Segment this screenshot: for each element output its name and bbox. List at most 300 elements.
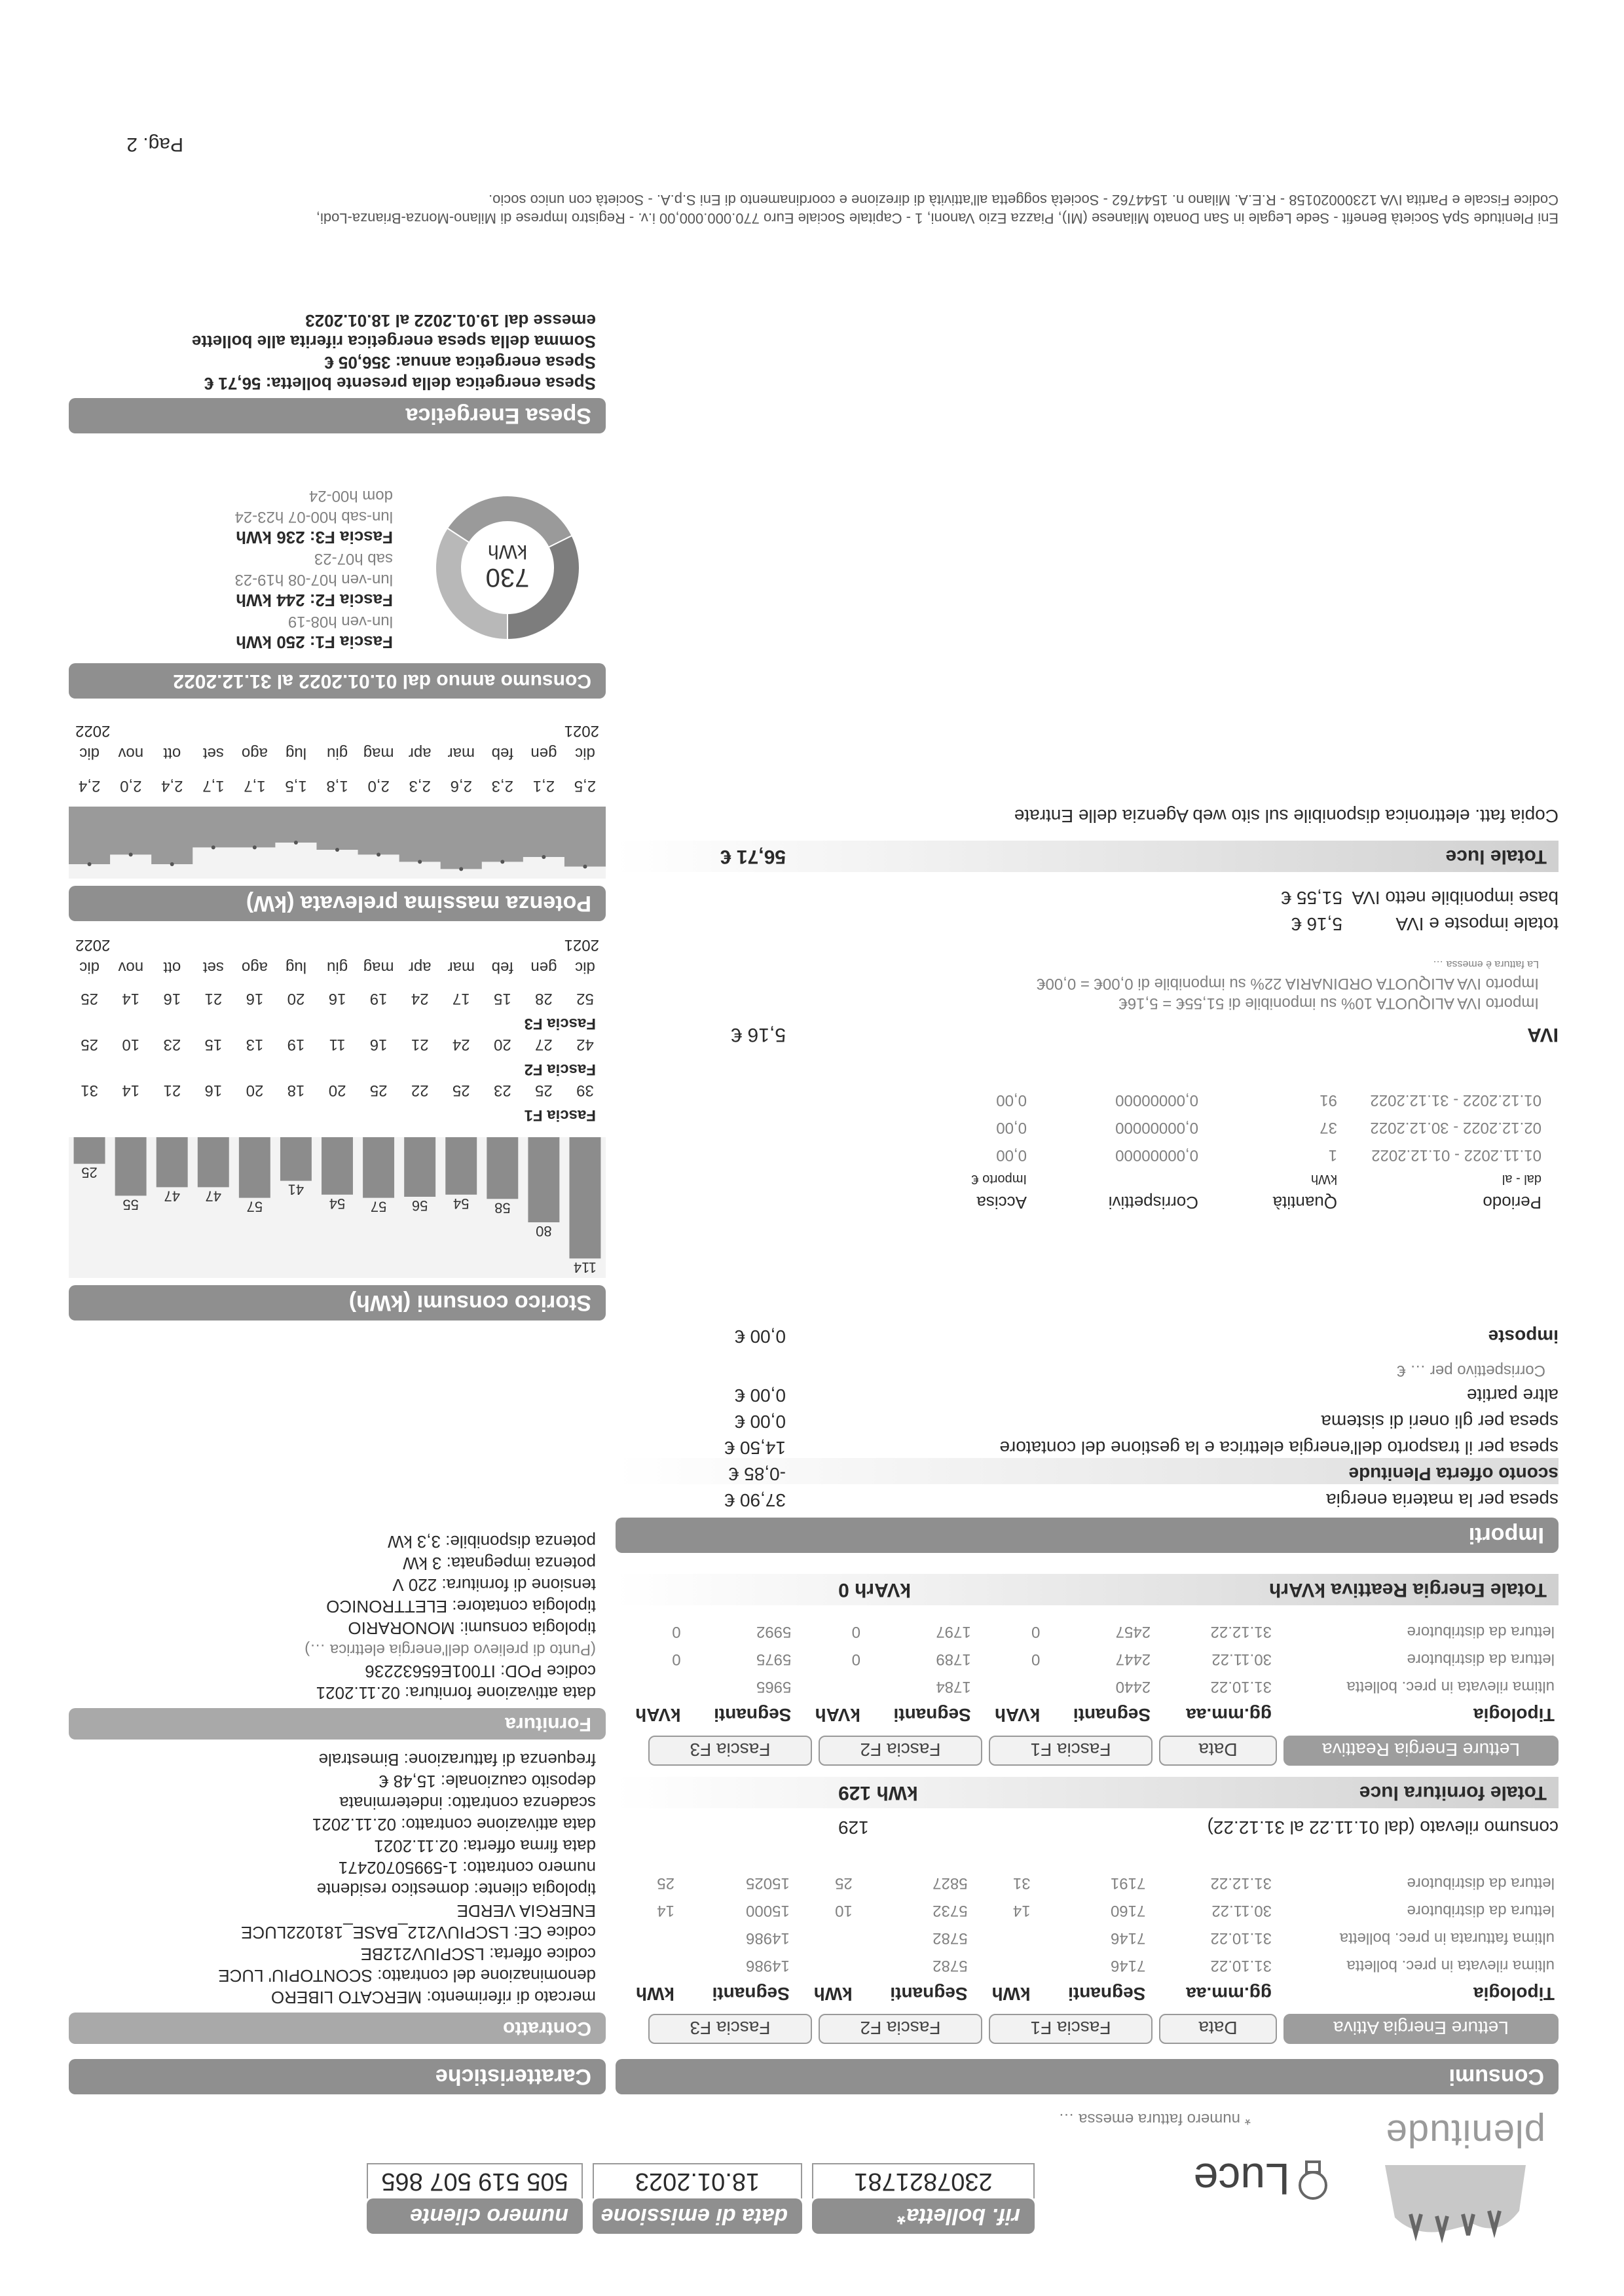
- contratto-line: scadenza contratto: indeterminata: [339, 1793, 596, 1813]
- subheader-cell: kWh: [1311, 1172, 1337, 1187]
- header-cell: Periodo: [1483, 1193, 1541, 1213]
- header-cell: Segnanti: [712, 1984, 790, 2004]
- totale-fornitura-label: Totale fornitura luce: [1359, 1782, 1547, 1804]
- table-cell: [794, 1952, 857, 1979]
- table-cell: 0,00000000: [1115, 1146, 1198, 1164]
- table-cell: 0,00000000: [1115, 1119, 1198, 1137]
- page-number: Pag. 2: [126, 134, 183, 155]
- section-importi: Importi: [616, 1518, 1559, 1553]
- table-cell: 0: [851, 1650, 860, 1668]
- table-cell: 31.10.22: [1210, 1957, 1272, 1975]
- month-label: lug: [286, 744, 307, 762]
- storico-fascia-f3-row: [69, 984, 606, 1013]
- subheader-cell: [1031, 1169, 1202, 1190]
- brand-name: plenitude: [1385, 2112, 1545, 2155]
- contratto-line: data firma offerta: 02.11.2021: [374, 1836, 596, 1856]
- contratto-line: denominazione del contratto: SCONTOPIU' LUCE: [218, 1966, 596, 1986]
- header-cell: Tipologia: [1473, 1705, 1555, 1725]
- table-cell: [616, 1924, 678, 1952]
- month-label: mar: [447, 744, 475, 762]
- spesa-line: Spesa energetica della presente bolletta: 56,71 €: [204, 374, 596, 393]
- storico-month-axis: [69, 953, 606, 981]
- spesa-line: Somma della spesa energetica riferita alle bollette: [191, 332, 596, 352]
- fascia-f3-value: 14: [122, 990, 140, 1008]
- table-cell: 10: [835, 1902, 853, 1920]
- table-cell: 0: [672, 1623, 681, 1641]
- table-cell: 7146: [1110, 1929, 1146, 1947]
- fascia-f3-value: 15: [494, 990, 511, 1008]
- potenza-point: [418, 860, 422, 864]
- table-cell: 0: [851, 1623, 860, 1641]
- fascia-f1-value: 25: [535, 1082, 553, 1099]
- data-emissione-value: 18.01.2023: [593, 2163, 802, 2198]
- potenza-value: 1,5: [285, 777, 307, 795]
- month-label: feb: [491, 744, 514, 762]
- spesa-line: emesse dal 19.01.2022 al 18.01.2023: [305, 311, 596, 331]
- table-cell: 5782: [932, 1929, 968, 1947]
- contratto-details: [72, 1749, 596, 2008]
- table-cell: 30.11.22: [1211, 1650, 1272, 1668]
- importi-row: [616, 1432, 1559, 1458]
- section-potenza-massima: Potenza massima prelevata (kW): [69, 886, 606, 921]
- table-cell: 15025: [746, 1874, 790, 1892]
- consumi-bar: [404, 1137, 435, 1197]
- header-cell: kWh: [635, 1984, 675, 2004]
- fornitura-line: potenza impegnata: 3 kW: [403, 1554, 596, 1573]
- potenza-point: [583, 865, 587, 869]
- month-label: dic: [79, 958, 100, 976]
- table-row: [616, 1924, 1559, 1952]
- fascia-f1-value: 14: [122, 1082, 140, 1099]
- storico-fascia-f1-row: [69, 1076, 606, 1104]
- letture-reattiva-table: [616, 1618, 1559, 1729]
- table-cell: 7191: [1110, 1874, 1146, 1892]
- fascia-f1-value: 20: [246, 1082, 264, 1099]
- potenza-point: [170, 862, 174, 866]
- fascia-f2-value: 10: [122, 1036, 140, 1053]
- table-cell: 31: [1012, 1874, 1031, 1892]
- table-cell: 02.12.2022 - 30.12.2022: [1370, 1119, 1541, 1137]
- month-label: set: [202, 744, 224, 762]
- totale-imposte-row: [616, 908, 1559, 934]
- fornitura-line: tensione di fornitura: 220 V: [392, 1575, 596, 1595]
- iva-value: 5,16 €: [731, 1024, 786, 1046]
- importi-value: -0,85 €: [728, 1464, 786, 1484]
- importi-value: 37,90 €: [724, 1490, 786, 1510]
- potenza-value: 1,7: [202, 777, 225, 795]
- year-label: 2021: [564, 936, 599, 954]
- month-label: apr: [408, 958, 432, 976]
- importi-label: altre partite: [1466, 1385, 1559, 1406]
- table-cell: 14: [657, 1902, 675, 1920]
- section-spesa-energetica: Spesa Energetica: [69, 398, 606, 433]
- fascia-f2-value: 42: [576, 1036, 594, 1053]
- potenza-point: [212, 845, 215, 849]
- numero-cliente-value: 505 519 507 865: [367, 2163, 583, 2198]
- month-label: dic: [575, 744, 595, 762]
- fascia-f3-value: 16: [163, 990, 181, 1008]
- table-row: [616, 1897, 1559, 1924]
- potenza-point: [335, 848, 339, 852]
- tab-letture-reattiva: Letture Energia Reattiva: [1283, 1736, 1559, 1766]
- fascia-f3-value: 19: [369, 990, 388, 1008]
- consumi-bar: [528, 1137, 559, 1222]
- year-label: 2021: [564, 722, 599, 740]
- totale-fornitura-value: kWh 129: [838, 1782, 918, 1804]
- table-cell: 0: [1031, 1650, 1041, 1668]
- fascia-f3-value: 16: [328, 990, 346, 1008]
- table-cell: 31.12.22: [1210, 1874, 1272, 1892]
- table-cell: ultima rilevata in prec. bolletta: [1346, 1678, 1555, 1696]
- table-cell: [794, 1924, 857, 1952]
- table-cell: lettura da distributore: [1407, 1902, 1555, 1920]
- consumo-annuo-donut: [422, 483, 593, 653]
- potenza-value: 2,0: [120, 777, 142, 795]
- table-row: [616, 1645, 1559, 1673]
- fascia-f1-value: 23: [494, 1082, 511, 1099]
- fascia-f2-hours: lun-ven h07-08 h19-23: [234, 571, 393, 589]
- header-cell: Segnanti: [714, 1705, 792, 1725]
- month-label: mag: [363, 744, 394, 762]
- potenza-point: [500, 860, 504, 864]
- contratto-line: frequenza di fatturazione: Bimestrale: [318, 1750, 596, 1770]
- table-row: [616, 1952, 1559, 1979]
- fascia-f2-value: 13: [246, 1036, 264, 1053]
- table-cell: [972, 1924, 1035, 1952]
- table-cell: 1784: [936, 1678, 971, 1696]
- imposte-value: 0,00 €: [735, 1326, 786, 1347]
- consumi-bar: [569, 1137, 600, 1258]
- totale-reattiva-row: [616, 1574, 1559, 1605]
- table-cell: 0,00: [996, 1146, 1027, 1164]
- potenza-point: [377, 852, 380, 856]
- month-label: ott: [163, 744, 181, 762]
- potenza-point: [129, 852, 133, 856]
- fornitura-line: codice POD: IT001E65632236: [365, 1662, 596, 1681]
- consumi-bar-label: 54: [329, 1195, 346, 1212]
- potenza-value: 2,4: [78, 777, 101, 795]
- tab-data: Data: [1159, 2014, 1277, 2044]
- dog-logo-icon: [1369, 2159, 1545, 2250]
- potenza-point: [294, 841, 298, 845]
- importi-label: sconto offerta Plenitude: [1348, 1464, 1559, 1484]
- importi-value: 0,00 €: [735, 1385, 786, 1406]
- potenza-point: [88, 862, 92, 866]
- fascia-f3-hours: dom h00-24: [308, 487, 393, 505]
- consumi-bar: [363, 1137, 394, 1198]
- table-cell: 5992: [756, 1623, 792, 1641]
- altre-partite-note: Corrispettivo per … €: [1397, 1362, 1545, 1379]
- consumi-bar-label: 114: [573, 1259, 597, 1276]
- iva-note: La fattura è emessa …: [1433, 958, 1539, 970]
- importi-row: [616, 1458, 1559, 1484]
- header-cell: Corrispettivi: [1108, 1193, 1198, 1213]
- header-cell: kVAh: [815, 1705, 860, 1725]
- fascia-f1-value: 16: [204, 1082, 223, 1099]
- base-imponibile-value: 51,55 €: [1281, 888, 1342, 908]
- table-cell: 0: [1031, 1623, 1041, 1641]
- potenza-value: 2,0: [367, 777, 390, 795]
- importi-value: 0,00 €: [735, 1412, 786, 1432]
- spesa-line: Spesa energetica annua: 356,05 €: [324, 353, 596, 373]
- table-header-row: [616, 1700, 1559, 1729]
- fornitura-line: potenza disponibile: 3,3 kW: [388, 1532, 596, 1552]
- header-cell: kWh: [991, 1984, 1031, 2004]
- header-cell: gg.mm.aa: [1186, 1705, 1272, 1725]
- accisa-table: [891, 1086, 1545, 1216]
- storico-years: [75, 936, 599, 954]
- potenza-value: 2,4: [161, 777, 183, 795]
- section-consumi: Consumi: [616, 2059, 1559, 2094]
- footer-legal: [65, 191, 1559, 227]
- fascia-f2-value: 19: [287, 1036, 305, 1053]
- consumi-bar-label: 47: [164, 1188, 180, 1205]
- footer-line: Codice Fiscale e Partita IVA 12300020158 - R.E.A. Milano n. 1544762 - Società soggetta all'attività di direzione e coordinamento di Eni S.p.A. - Società con unico socio.: [489, 192, 1559, 208]
- consumi-bar: [115, 1137, 147, 1195]
- importi-list: [616, 1318, 1559, 1510]
- table-row: [891, 1086, 1545, 1114]
- consumi-bar: [157, 1137, 188, 1187]
- fascia-f3-value: 17: [452, 990, 470, 1008]
- table-cell: ultima fatturata in prec. bolletta: [1339, 1929, 1555, 1947]
- table-row: [891, 1114, 1545, 1141]
- numero-cliente-label: numero cliente: [367, 2198, 583, 2234]
- rif-bolletta-value: 2307821781: [812, 2163, 1035, 2198]
- potenza-point: [542, 855, 545, 859]
- table-cell: lettura da distributore: [1407, 1650, 1555, 1668]
- table-cell: 2447: [1115, 1650, 1151, 1668]
- fascia-f3-values: [69, 984, 606, 1013]
- month-label: giu: [327, 958, 348, 976]
- header-cell: kWh: [813, 1984, 853, 2004]
- tab-fascia-f3: Fascia F3: [648, 1736, 812, 1766]
- month-label: dic: [575, 958, 595, 976]
- iva-row: [616, 1023, 1559, 1046]
- month-label: set: [202, 958, 224, 976]
- fascia-f2-label: Fascia F2: [524, 1061, 596, 1078]
- month-label: dic: [79, 744, 100, 762]
- table-cell: 1: [1328, 1146, 1337, 1164]
- potenza-values-row: [69, 771, 606, 800]
- table-row: [616, 1618, 1559, 1645]
- fascia-f2-value: 20: [494, 1036, 511, 1053]
- tab-fascia-f3: Fascia F3: [648, 2014, 812, 2044]
- section-storico-consumi: Storico consumi (kWh): [69, 1285, 606, 1321]
- consumo-rilevato-value: 129: [838, 1817, 869, 1838]
- fornitura-line: (Punto di prelievo dell'energia elettrica …): [304, 1641, 596, 1658]
- subheader-cell: dal - al: [1502, 1172, 1541, 1187]
- importi-row: [616, 1406, 1559, 1432]
- importi-row: [616, 1484, 1559, 1510]
- header-cell: Segnanti: [1073, 1705, 1151, 1725]
- table-cell: 7160: [1110, 1902, 1146, 1920]
- table-header-row: [891, 1190, 1545, 1216]
- table-cell: 91: [1320, 1091, 1337, 1109]
- iva-label: IVA: [1527, 1024, 1559, 1046]
- table-cell: lettura da distributore: [1407, 1623, 1555, 1641]
- header-cell: kVAh: [635, 1705, 681, 1725]
- totale-luce-row: [616, 841, 1559, 872]
- potenza-value: 2,5: [574, 777, 597, 795]
- iva-notes: [688, 954, 1539, 1013]
- base-imponibile-row: [616, 882, 1559, 908]
- fascia-f3-value: 52: [576, 990, 594, 1008]
- table-cell: 5782: [932, 1957, 968, 1975]
- rif-bolletta-label: rif. bolletta*: [812, 2198, 1035, 2234]
- rif-bolletta-block: [812, 2163, 1035, 2234]
- potenza-month-axis: [69, 738, 606, 767]
- table-cell: 31.12.22: [1210, 1623, 1272, 1641]
- table-cell: [975, 1673, 1044, 1700]
- potenza-years: [75, 721, 599, 740]
- fascia-f3-value: 20: [287, 990, 305, 1008]
- table-cell: 5975: [756, 1650, 792, 1668]
- table-header-row: [616, 1979, 1559, 2008]
- contratto-line: numero contratto: 1-59950702471: [338, 1858, 596, 1878]
- table-cell: 2440: [1115, 1678, 1151, 1696]
- consumi-bar-label: 47: [205, 1188, 222, 1205]
- consumi-bar-label: 80: [536, 1223, 552, 1239]
- table-cell: 01.11.2022 - 01.12.2022: [1371, 1146, 1541, 1164]
- table-cell: 14: [1012, 1902, 1031, 1920]
- header-cell: Segnanti: [1068, 1984, 1146, 2004]
- table-cell: 25: [835, 1874, 853, 1892]
- imposte-label: imposte: [1488, 1326, 1559, 1347]
- potenza-value: 2,6: [450, 777, 472, 795]
- fornitura-line: data attivazione fornitura: 02.11.2021: [316, 1683, 596, 1703]
- table-cell: [795, 1673, 864, 1700]
- fascia-f1-hours: lun-ven h08-19: [287, 613, 393, 630]
- tab-data: Data: [1159, 1736, 1277, 1766]
- table-cell: 2457: [1115, 1623, 1151, 1641]
- table-cell: 31.10.22: [1210, 1929, 1272, 1947]
- riepilogo-totali: [616, 882, 1559, 934]
- table-cell: 31.10.22: [1210, 1678, 1272, 1696]
- table-cell: 37: [1320, 1119, 1337, 1137]
- month-label: gen: [530, 744, 557, 762]
- copia-fattura-note: Copia fatt. elettronica disponibile sul sito web Agenzia delle Entrate: [1014, 806, 1559, 826]
- month-label: mar: [447, 958, 475, 976]
- consumo-rilevato-row: [616, 1817, 1559, 1838]
- fascia-f2-value: 27: [535, 1036, 553, 1053]
- fascia-f3-hours: lun-sab h00-07 h23-24: [234, 508, 393, 526]
- fascia-f2-value: 25: [81, 1036, 98, 1053]
- fornitura-line: tipologia consumi: MONORARIO: [348, 1618, 596, 1638]
- consumi-bar: [74, 1137, 105, 1164]
- consumi-bar: [198, 1137, 229, 1187]
- table-cell: 5732: [932, 1902, 968, 1920]
- contratto-line: data attivazione contratto: 02.11.2021: [312, 1815, 596, 1834]
- table-cell: 14986: [746, 1929, 790, 1947]
- table-cell: ultima rilevata in prec. bolletta: [1346, 1957, 1555, 1975]
- totale-reattiva-value: kVArh 0: [838, 1579, 912, 1601]
- fascia-f1-value: 25: [369, 1082, 388, 1099]
- potenza-value: 1,8: [326, 777, 348, 795]
- consumi-bar-label: 55: [122, 1196, 139, 1213]
- fornitura-line: tipologia contatore: ELETTRONICO: [326, 1597, 596, 1616]
- header-cell: Segnanti: [890, 1984, 968, 2004]
- potenza-point: [459, 867, 463, 871]
- month-labels: [69, 738, 606, 767]
- table-cell: [972, 1952, 1035, 1979]
- month-label: lug: [286, 958, 307, 976]
- contratto-line: tipologia cliente: domestico residente: [316, 1880, 596, 1899]
- potenza-values: [69, 771, 606, 800]
- consumo-rilevato-label: consumo rilevato (dal 01.11.22 al 31.12.22): [1207, 1817, 1559, 1838]
- fascia-f1-value: 18: [287, 1082, 305, 1099]
- potenza-massima-chart: [69, 807, 606, 879]
- table-cell: 14986: [746, 1957, 790, 1975]
- table-cell: 5965: [756, 1678, 792, 1696]
- totale-luce-label: Totale luce: [1445, 846, 1547, 867]
- fascia-f3-total: Fascia F3: 236 kWh: [236, 528, 393, 547]
- fascia-f2-hours: sab h07-23: [314, 550, 393, 568]
- fascia-f2-value: 11: [329, 1036, 346, 1053]
- contratto-line: codice offerta: LSCPIUV212BE: [360, 1944, 596, 1964]
- potenza-value: 2,3: [409, 777, 431, 795]
- tab-fascia-f1: Fascia F1: [989, 1736, 1153, 1766]
- table-cell: lettura da distributore: [1407, 1874, 1555, 1892]
- month-label: nov: [118, 744, 144, 762]
- fascia-f1-total: Fascia F1: 250 kWh: [236, 632, 393, 652]
- fascia-f2-value: 23: [163, 1036, 181, 1053]
- fascia-f1-value: 31: [81, 1082, 98, 1099]
- table-cell: 1797: [936, 1623, 971, 1641]
- importi-label: spesa per la materia energia: [1326, 1490, 1559, 1510]
- base-imponibile-label: base imponibile netto IVA: [1352, 888, 1559, 908]
- totale-imposte-value: 5,16 €: [1291, 914, 1342, 934]
- table-subheader-row: [891, 1169, 1545, 1190]
- consumo-annuo-legend: [234, 485, 393, 653]
- potenza-value: 2,3: [491, 777, 514, 795]
- donut-total: 730: [485, 563, 530, 592]
- brand-logo: [1369, 2112, 1545, 2250]
- fascia-f1-value: 25: [452, 1082, 470, 1099]
- section-contratto: Contratto: [69, 2013, 606, 2044]
- totale-fornitura-luce-row: [616, 1777, 1559, 1808]
- fascia-f3-value: 21: [204, 990, 223, 1008]
- table-cell: 30.11.22: [1211, 1902, 1272, 1920]
- header-cell: Quantità: [1272, 1193, 1337, 1213]
- contratto-line: ENERGIA VERDE: [456, 1901, 596, 1921]
- importi-value: 14,50 €: [724, 1438, 786, 1458]
- fascia-f3-value: 28: [535, 990, 553, 1008]
- luce-label: Luce: [1193, 2154, 1290, 2204]
- donut-slice: [447, 496, 572, 547]
- lightbulb-icon: [1297, 2156, 1329, 2202]
- tab-fascia-f1: Fascia F1: [989, 2014, 1153, 2044]
- consumi-bar-label: 41: [287, 1181, 304, 1198]
- numero-cliente-block: [367, 2163, 583, 2234]
- fascia-f1-value: 21: [163, 1082, 181, 1099]
- fascia-f2-value: 24: [452, 1036, 470, 1053]
- spesa-energetica-details: [72, 310, 596, 394]
- table-cell: 0,00000000: [1115, 1091, 1198, 1109]
- fascia-f2-value: 21: [411, 1036, 429, 1053]
- potenza-value: 2,1: [532, 777, 555, 795]
- data-emissione-label: data di emissione: [593, 2198, 802, 2234]
- header-cell: kVAh: [994, 1705, 1041, 1725]
- table-cell: 0,00: [996, 1091, 1027, 1109]
- header-cell: Segnanti: [893, 1705, 971, 1725]
- table-cell: [616, 1673, 685, 1700]
- importi-label: spesa per il trasporto dell'energia elettrica e la gestione del contatore: [999, 1438, 1559, 1458]
- month-label: ago: [241, 958, 268, 976]
- section-fornitura: Fornitura: [69, 1708, 606, 1740]
- table-cell: 01.12.2022 - 31.12.2022: [1370, 1091, 1541, 1109]
- importi-label: spesa per gli oneri di sistema: [1321, 1412, 1559, 1432]
- table-cell: 15000: [746, 1902, 790, 1920]
